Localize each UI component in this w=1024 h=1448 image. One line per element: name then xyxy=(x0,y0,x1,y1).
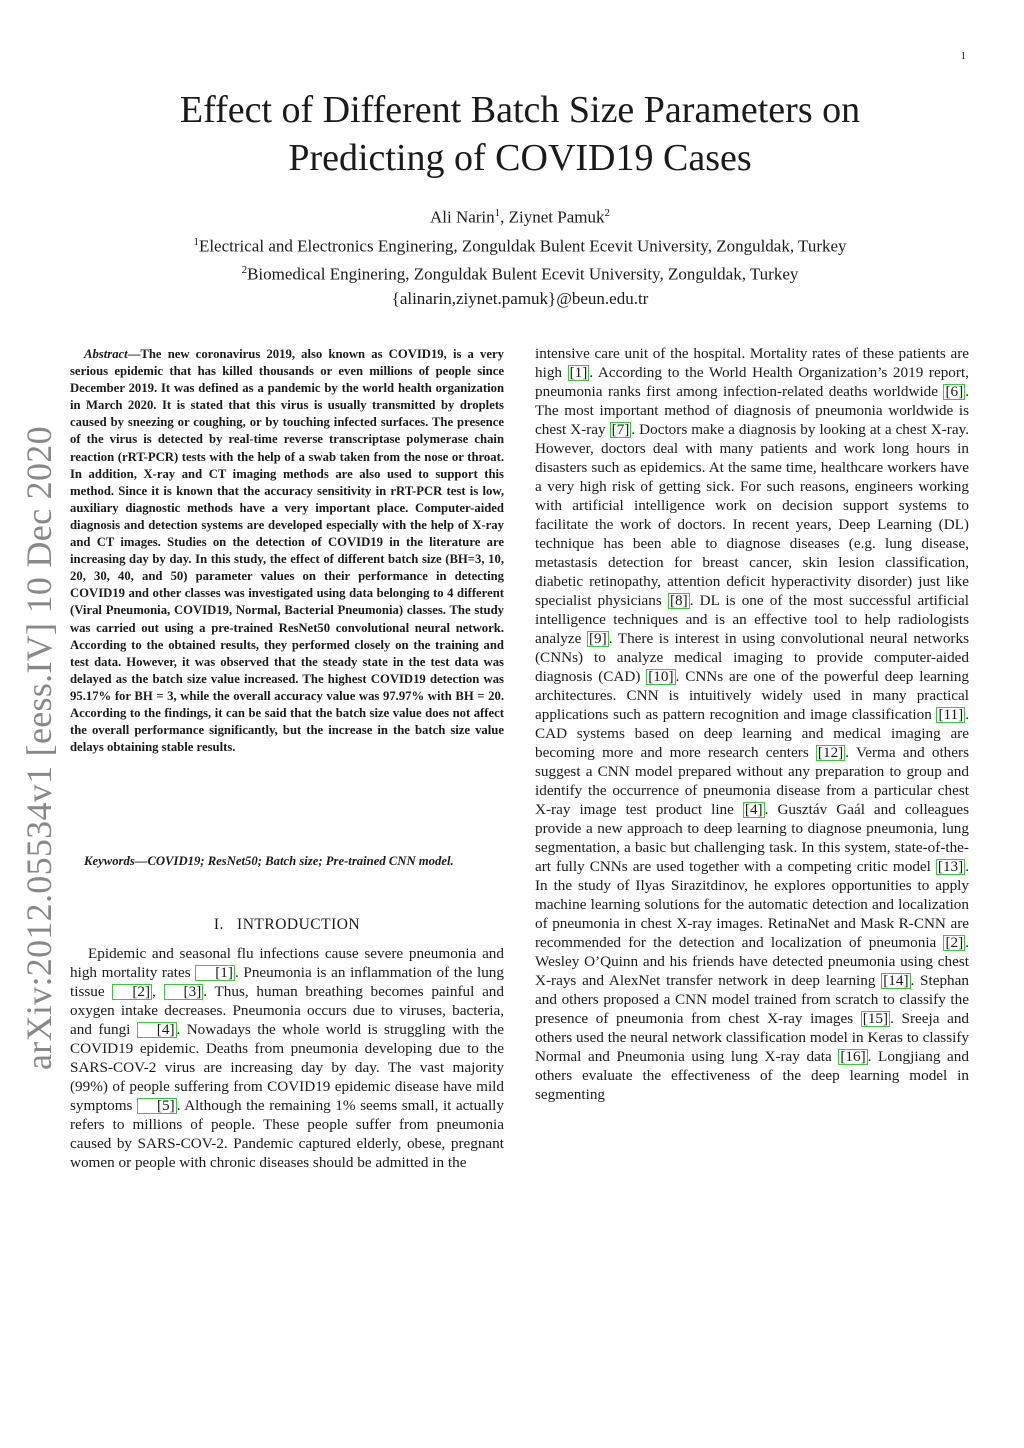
citation-link[interactable]: [2] xyxy=(112,984,152,1000)
authors-block xyxy=(100,201,940,311)
affiliation-mark: 1 xyxy=(193,235,199,248)
body-text: . Wesley O’Quinn and his friends have detected pneumonia using chest X-rays and AlexNet transfer network in deep learning xyxy=(535,934,969,989)
citation-link[interactable]: [12] xyxy=(817,744,844,761)
body-text: . There is interest in using convolutional neural networks (CNNs) to analyze medical imaging to provide computer-aided diagnosis (CAD) xyxy=(535,630,969,685)
body-text: . Sreeja and others used the neural network classification model in Keras to classify Normal and Pneumonia using lung X-ray data xyxy=(535,1010,970,1065)
abstract-text: —The new coronavirus 2019, also known as COVID19, is a very serious epidemic that has killed thousands or even millions of people since December 2019. It was defined as a pandemic by the world health organization in March 2020. It is stated that this virus is usually transmitted by droplets caused by sneezing or coughing, or by touching infected surfaces. The presence of the virus is detected by real-time reverse transcriptase polymerase chain reaction (rRT-PCR) tests with the help of a swab taken from the nose or throat. In addition, X-ray and CT imaging methods are also used to support this method. Since it is known that the accuracy sensitivity in rRT-PCR test is low, auxiliary diagnostic methods have a very important place. Computer-aided diagnosis and detection systems are developed especially with the help of X-ray and CT images. Studies on the detection of COVID19 in the literature are increasing day by day. In this study, the effect of different batch size (BH=3, 10, 20, 30, 40, and 50) parameter values on their performance in detecting COVID19 and other classes was investigated using data belonging to 4 different (Viral Pneumonia, COVID19, Normal, Bacterial Pneumonia) classes. The study was carried out using a pre-trained ResNet50 convolutional neural network. According to the obtained results, they performed closely on the training and test data. However, it was observed that the steady state in the test data was delayed as the batch size value increased. The highest COVID19 detection was 95.17% for BH = 3, while the overall accuracy value was 97.97% with BH = 20. According to the findings, it can be said that the batch size value does not affect the overall performance significantly, but the increase in the batch size value delays obtaining stable results. xyxy=(70,347,504,755)
author-affil-mark: 1 xyxy=(494,207,501,219)
affiliation-1 xyxy=(100,230,940,259)
citation-link[interactable]: [4] xyxy=(137,1022,177,1038)
citation-link[interactable]: [8] xyxy=(669,592,688,609)
body-text: . DL is one of the most successful artificial intelligence techniques and is an effective tool to help radiologists analyze xyxy=(535,592,969,647)
keywords: Keywords—COVID19; ResNet50; Batch size; Pre-trained CNN model. xyxy=(84,854,454,868)
body-text: . The most important method of diagnosis of pneumonia worldwide is chest X-ray xyxy=(535,383,969,438)
affiliation-mark: 2 xyxy=(241,264,248,277)
body-text: . Thus, human breathing becomes painful and oxygen intake decreases. Pneumonia occurs due to viruses, bacteria, and fungi xyxy=(70,983,504,1038)
body-text: . CAD systems based on deep learning and medical imaging are becoming more and more research centers xyxy=(535,706,969,761)
section-number: I. xyxy=(213,916,224,933)
introduction-paragraph xyxy=(70,944,504,1172)
author-email: {alinarin,ziynet.pamuk}@beun.edu.tr xyxy=(391,288,649,308)
title-line-1: Effect of Different Batch Size Parameters on xyxy=(179,89,861,131)
body-text: . Nowadays the whole world is struggling with the COVID19 epidemic. Deaths from pneumonia developing due to the SARS-COV-2 virus are increasing day by day. The vast majority (99%) of people suffering from COVID19 epidemic disease have mild symptoms xyxy=(70,1021,504,1114)
citation-link[interactable]: [7] xyxy=(611,421,630,438)
arxiv-identifier-stamp: arXiv:2012.05534v1 [eess.IV] 10 Dec 2020 xyxy=(19,426,59,1070)
affiliation-text: Electrical and Electronics Enginering, Zonguldak Bulent Ecevit University, Zonguldak, Turkey xyxy=(198,236,847,256)
body-text: . CNNs are one of the powerful deep learning architectures. CNN is intuitively widely used in many practical applications such as pattern recognition and image classification xyxy=(535,668,970,723)
author-name: Ziynet Pamuk xyxy=(508,207,605,227)
body-text: . Doctors make a diagnosis by looking at a chest X-ray. However, doctors deal with many patients and work long hours in disasters such as epidemics. At the same time, healthcare workers have a very high risk of getting sick. For such reasons, engineers working with artificial intelligence work on decision support systems to facilitate the work of doctors. In recent years, Deep Learning (DL) technique has been able to diagnose diseases (e.g. lung disease, metastasis detection for breast cancer, skin lesion classification, diabetic retinopathy, attention deficit hyperactivity disorder) just like specialist physicians xyxy=(535,421,970,609)
affiliation-2 xyxy=(100,258,940,287)
citation-link[interactable]: [9] xyxy=(588,630,607,647)
body-text: intensive care unit of the hospital. Mortality rates of these patients are high xyxy=(535,345,969,381)
body-text: . According to the World Health Organization’s 2019 report, pneumonia ranks first among infection-related deaths worldwide xyxy=(535,364,969,400)
author-separator: , xyxy=(500,207,509,227)
citation-link[interactable]: [1] xyxy=(569,364,588,381)
body-text: . In the study of Ilyas Sirazitdinov, he explores opportunities to apply machine learning solutions for the automatic detection and localization of pneumonia in chest X-ray images. RetinaNet and Mask R-CNN are recommended for the detection and localization of pneumonia xyxy=(535,858,969,951)
abstract xyxy=(70,346,504,756)
paper-title xyxy=(100,86,940,182)
citation-link[interactable]: [14] xyxy=(883,972,909,989)
abstract-label: Abstract xyxy=(84,347,128,361)
body-text: . Gusztáv Gaál and colleagues provide a new approach to deep learning to diagnose pneumonia, lung segmentation, a basic but challenging task. In this system, state-of-the-art fully CNNs are used together with a competing critic model xyxy=(535,801,969,875)
right-column-text xyxy=(535,344,969,1104)
section-title: INTRODUCTION xyxy=(237,916,361,933)
citation-link[interactable]: [16] xyxy=(840,1048,866,1065)
body-text: . Although the remaining 1% seems small, it actually refers to millions of people. These people suffer from pneumonia caused by SARS-COV-2. Pandemic captured elderly, obese, pregnant women or people with chronic diseases should be admitted in the xyxy=(70,1097,504,1171)
citation-link[interactable]: [13] xyxy=(937,858,964,875)
section-heading xyxy=(70,916,504,934)
body-text: . Pneumonia is an inflammation of the lung tissue xyxy=(70,964,504,1000)
body-text: . Stephan and others proposed a CNN model trained from scratch to classify the presence of pneumonia from chest X-ray images xyxy=(535,972,969,1027)
affiliation-text: Biomedical Enginering, Zonguldak Bulent Ecevit University, Zonguldak, Turkey xyxy=(247,264,799,284)
citation-link[interactable]: [15] xyxy=(862,1010,889,1027)
body-text: . Verma and others suggest a CNN model prepared without any preparation to group and identify the occurrence of pneumonia disease from a particular chest X-ray image test product line xyxy=(535,744,969,818)
citation-link[interactable]: [1] xyxy=(195,965,235,981)
body-text: . Longjiang and others evaluate the effectiveness of the deep learning model in segmenting xyxy=(535,1048,969,1103)
citation-link[interactable]: [10] xyxy=(648,668,674,685)
citation-link[interactable]: [2] xyxy=(945,934,964,951)
body-text: Epidemic and seasonal flu infections cause severe pneumonia and high mortality rates xyxy=(70,945,504,981)
body-text: , xyxy=(152,983,164,1000)
page-number: 1 xyxy=(960,50,966,62)
citation-link[interactable]: [6] xyxy=(945,383,964,400)
title-line-2: Predicting of COVID19 Cases xyxy=(288,137,752,179)
author-names xyxy=(100,201,940,230)
citation-link[interactable]: [4] xyxy=(744,801,763,818)
citation-link[interactable]: [5] xyxy=(137,1098,177,1114)
citation-link[interactable]: [11] xyxy=(938,706,964,723)
author-name: Ali Narin xyxy=(429,207,495,227)
citation-link[interactable]: [3] xyxy=(164,984,204,1000)
author-affil-mark: 2 xyxy=(604,207,611,219)
